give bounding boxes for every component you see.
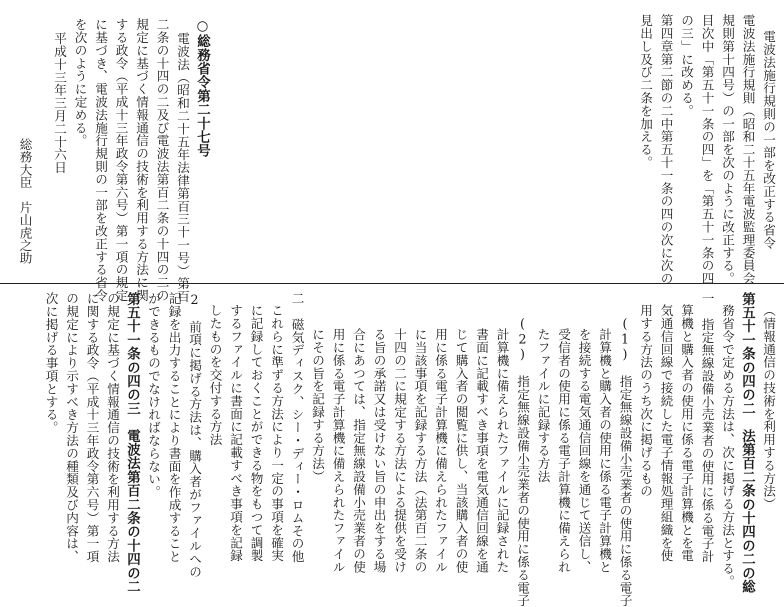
body-line: の規定により示すべき方法の種類及び内容は、	[64, 292, 79, 563]
body-line: 電波法施行規則（昭和二十五年電波監理委員会	[740, 14, 756, 285]
article-51-4-2-line: 第五十一条の四の二 法第百二条の十四の二の総	[739, 292, 756, 594]
body-line: に関する政令（平成十三年政令第六号）第一項	[84, 292, 100, 563]
item-1-line: 一 指定無線設備小売業者の使用に係る電子計	[699, 292, 715, 563]
body-line: 計算機に備えられたファイルに記録された	[494, 328, 510, 574]
body-line: 十四の二に規定する方法による提供を受け	[392, 328, 407, 574]
body-line: 次に掲げる事項とする。	[43, 292, 59, 434]
ordinance-number-heading: ○総務省令第二十七号	[194, 18, 211, 158]
body-line: 書面に記載すべき事項を電気通信回線を通	[474, 328, 489, 574]
body-line: たファイルに記録する方法	[535, 328, 551, 483]
body-line: 用に係る電子計算機に備えられたファイル	[330, 328, 346, 574]
body-line: 規則第十四号）の一部を次のように改正する。	[720, 14, 735, 285]
body-line: 務省令で定める方法は、次に掲げる方法とする。	[720, 304, 735, 588]
preamble-line: 電波法（昭和二十五年法律第百三十一号）第百	[175, 32, 190, 303]
body-line: 受信者の使用に係る電子計算機に備えられ	[556, 328, 571, 574]
article-51-4-3-line: 第五十一条の四の三 電波法第百二条の十四の二	[124, 292, 141, 594]
preamble-line: する政令（平成十三年政令第六号）第一項の規定	[113, 18, 129, 302]
amendment-text-block	[40, 292, 778, 607]
body-line: じて購入者の閲覧に供し、当該購入者の使	[453, 328, 469, 574]
body-line: するファイルに書面に記載すべき事項を記録	[228, 304, 243, 562]
body-line: 目次中「第五十一条の四」を「第五十一条の四	[699, 14, 715, 285]
preamble-line: 二条の十四の二及び電波法第百二条の十四の二の	[154, 18, 170, 302]
body-line: 用する方法のうち次に掲げるもの	[638, 304, 653, 498]
body-line: 電波法施行規則の一部を改正する省令	[761, 30, 776, 250]
body-line: 計算機と購入者の使用に係る電子計算機と	[597, 328, 612, 574]
top-right-text-block	[635, 14, 779, 285]
enactment-date: 平成十三年三月二十六日	[52, 32, 67, 174]
body-line: したものを交付する方法	[207, 304, 223, 446]
body-line: を接続する電気通信回線を通じて送信し、	[576, 328, 592, 574]
preamble-line: 規定に基づく情報通信の技術を利用する方法に関	[134, 18, 149, 302]
body-line: 気通信回線で接続した電子情報処理組織を使	[658, 304, 674, 562]
body-line: る旨の承諾又は受けない旨の申出をする場	[371, 328, 387, 574]
preamble-line: に基づき、電波法施行規則の一部を改正する省令	[93, 18, 108, 302]
body-line: に記録しておくことができる物をもつて調製	[248, 304, 264, 562]
article-caption: （情報通信の技術を利用する方法）	[761, 304, 776, 511]
paragraph-2-line: 2 前項に掲げる方法は、購入者がファイルへの	[187, 292, 202, 579]
body-line: にその旨を記録する方法）	[310, 328, 325, 483]
body-line: の規定に基づく情報通信の技術を利用する方法	[105, 292, 120, 563]
item-2-line: 二 磁気ディスク、シー・ディー・ロムその他	[289, 292, 305, 563]
body-line: これらに準ずる方法により一定の事項を確実	[269, 304, 284, 562]
subitem-1-line: (1) 指定無線設備小売業者の使用に係る電子	[617, 316, 633, 607]
section-divider	[0, 283, 784, 284]
body-line: に当該事項を記録する方法（法第百二条の	[412, 328, 428, 574]
body-line: 見出し及び二条を加える。	[638, 14, 653, 169]
preamble-line: を次のように定める。	[72, 18, 88, 147]
body-line: の三」に改める。	[679, 14, 694, 118]
body-line: 合にあつては、指定無線設備小売業者の使	[351, 328, 366, 574]
ordinance-header-block	[14, 18, 213, 303]
body-line: 算機と購入者の使用に係る電子計算機とを電	[679, 304, 694, 562]
subitem-2-line: (2) 指定無線設備小売業者の使用に係る電子	[515, 316, 530, 607]
minister-signature: 総務大臣 片山虎之助	[17, 138, 33, 264]
body-line: 第四章第二節の二中第五十一条の四の次に次の	[658, 14, 674, 285]
body-line: 用に係る電子計算機に備えられたファイル	[433, 328, 448, 574]
body-line: 記録を出力することにより書面を作成すること	[166, 292, 182, 563]
body-line: ができるものでなければならない。	[146, 292, 161, 499]
